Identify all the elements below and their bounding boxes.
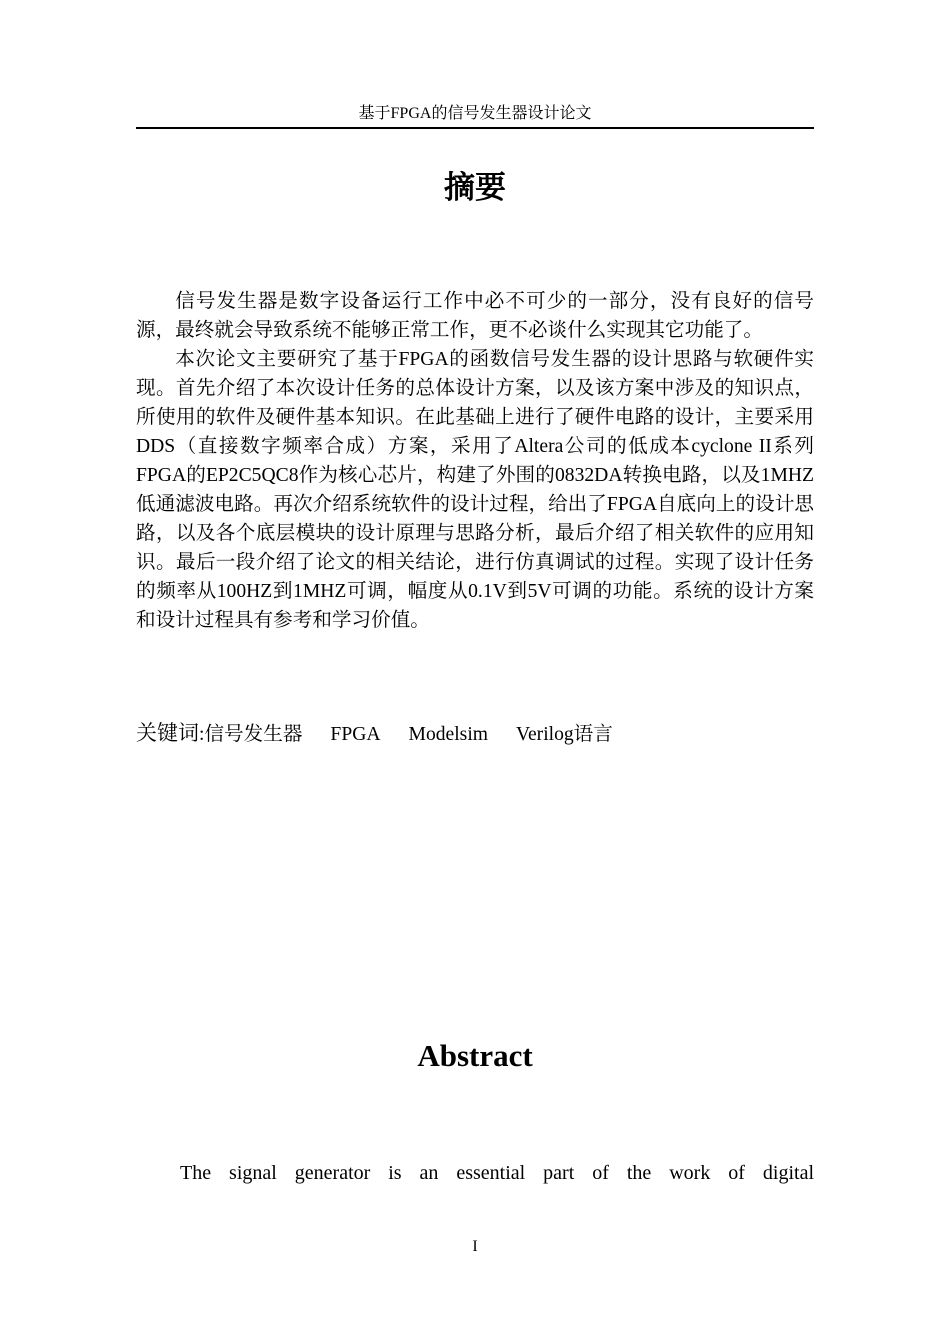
keywords-label: 关键词 xyxy=(136,721,199,745)
english-abstract-title: Abstract xyxy=(417,1038,533,1073)
abstract-paragraph-2: 本次论文主要研究了基于FPGA的函数信号发生器的设计思路与软硬件实现。首先介绍了本次设计任务的总体设计方案，以及该方案中涉及的知识点，所使用的软件及硬件基本知识。在此基础上进行了硬件电路的设计，主要采用DDS（直接数字频率合成）方案，采用了Altera公司的低成本cyclone II系列FPGA的EP2C5QC8作为核心芯片，构建了外围的0832DA转换电路，以及1MHZ低通滤波电路。再次介绍系统软件的设计过程，给出了FPGA自底向上的设计思路，以及各个底层模块的设计原理与思路分析，最后介绍了相关软件的应用知识。最后一段介绍了论文的相关结论，进行仿真调试的过程。实现了设计任务的频率从100HZ到1MHZ可调，幅度从0.1V到5V可调的功能。系统的设计方案和设计过程具有参考和学习价值。 xyxy=(136,349,814,631)
keyword-item: FPGA xyxy=(330,724,381,745)
keywords-line xyxy=(136,718,814,750)
chinese-abstract-title: 摘要 xyxy=(444,170,506,206)
keyword-item: Verilog语言 xyxy=(516,724,613,745)
running-header: 基于FPGA的信号发生器设计论文 xyxy=(358,105,592,122)
keywords-separator: : xyxy=(199,724,205,745)
english-abstract-first-line: The signal generator is an essential part of the work of digital xyxy=(180,1162,814,1184)
abstract-paragraph-1: 信号发生器是数字设备运行工作中必不可少的一部分，没有良好的信号源，最终就会导致系统不能够正常工作，更不必谈什么实现其它功能了。 xyxy=(136,291,814,341)
keyword-item: Modelsim xyxy=(408,724,488,745)
keyword-item: 信号发生器 xyxy=(204,724,303,745)
chinese-abstract-body xyxy=(136,287,814,635)
header-divider xyxy=(136,127,814,129)
page-number: I xyxy=(472,1238,478,1255)
